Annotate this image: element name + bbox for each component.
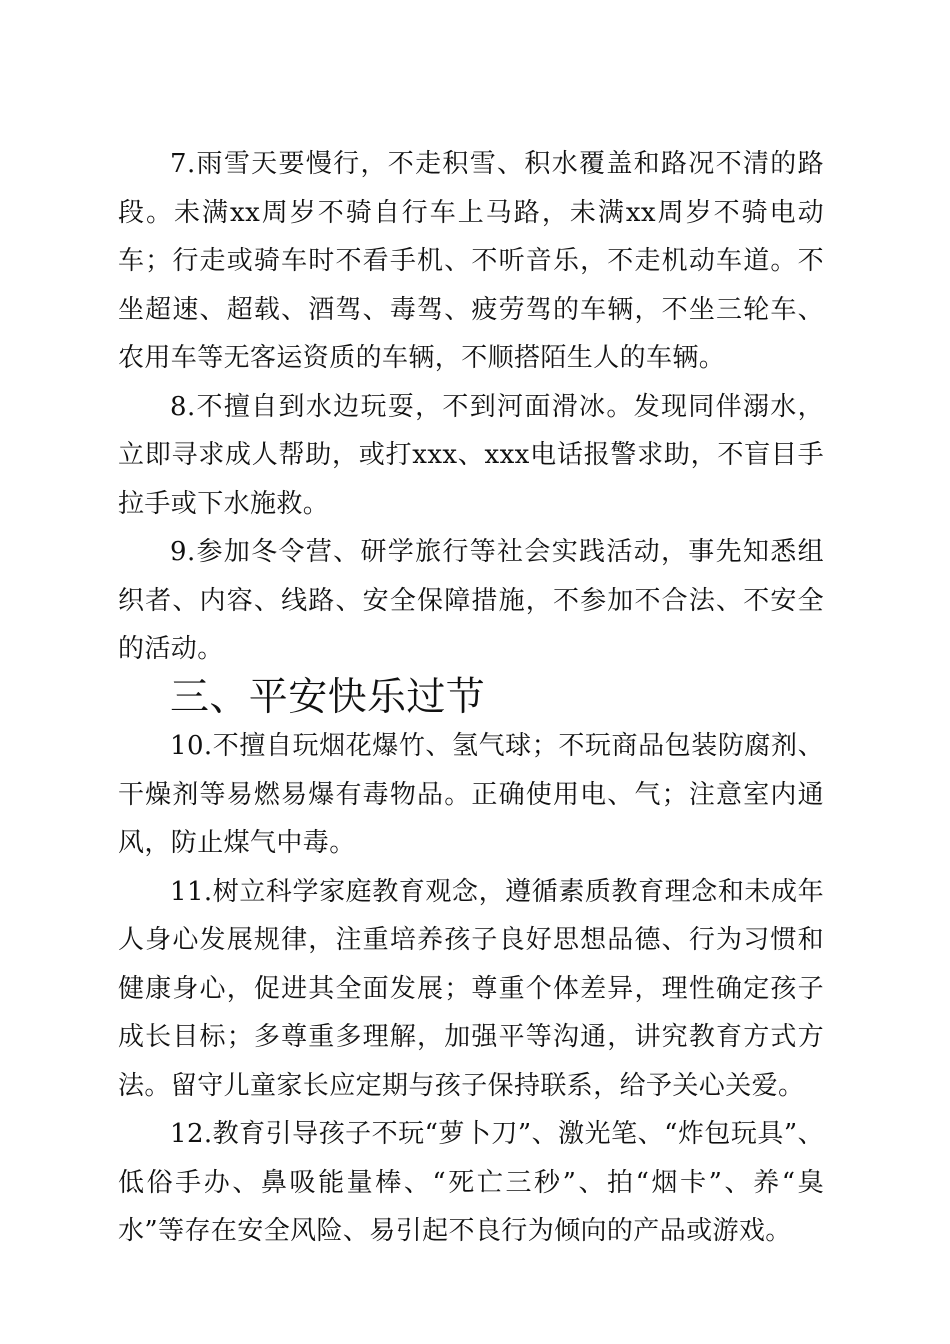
document-body <box>118 140 824 1256</box>
paragraph-item-9: 9.参加冬令营、研学旅行等社会实践活动，事先知悉组织者、内容、线路、安全保障措施，不参加不合法、不安全的活动。 <box>118 537 824 664</box>
paragraph-item-7: 7.雨雪天要慢行，不走积雪、积水覆盖和路况不清的路段。未满xx周岁不骑自行车上马路，未满xx周岁不骑电动车；行走或骑车时不看手机、不听音乐，不走机动车道。不坐超速、超载、酒驾、毒驾、疲劳驾的车辆，不坐三轮车、农用车等无客运资质的车辆，不顺搭陌生人的车辆。 <box>118 149 824 373</box>
paragraph-item-8: 8.不擅自到水边玩耍，不到河面滑冰。发现同伴溺水，立即寻求成人帮助，或打xxx、xxx电话报警求助，不盲目手拉手或下水施救。 <box>118 391 824 519</box>
section-heading: 三、平安快乐过节 <box>170 674 486 720</box>
paragraph-item-11: 11.树立科学家庭教育观念，遵循素质教育理念和未成年人身心发展规律，注重培养孩子良好思想品德、行为习惯和健康身心，促进其全面发展；尊重个体差异，理性确定孩子成长目标；多尊重多理解，加强平等沟通，讲究教育方式方法。留守儿童家长应定期与孩子保持联系，给予关心关爱。 <box>118 876 824 1101</box>
paragraph-item-12: 12.教育引导孩子不玩“萝卜刀”、激光笔、“炸包玩具”、低俗手办、鼻吸能量棒、“死亡三秒”、拍“烟卡”、养“臭水”等存在安全风险、易引起不良行为倾向的产品或游戏。 <box>118 1119 824 1246</box>
paragraph-item-10: 10.不擅自玩烟花爆竹、氢气球；不玩商品包装防腐剂、干燥剂等易燃易爆有毒物品。正确使用电、气；注意室内通风，防止煤气中毒。 <box>118 731 824 858</box>
